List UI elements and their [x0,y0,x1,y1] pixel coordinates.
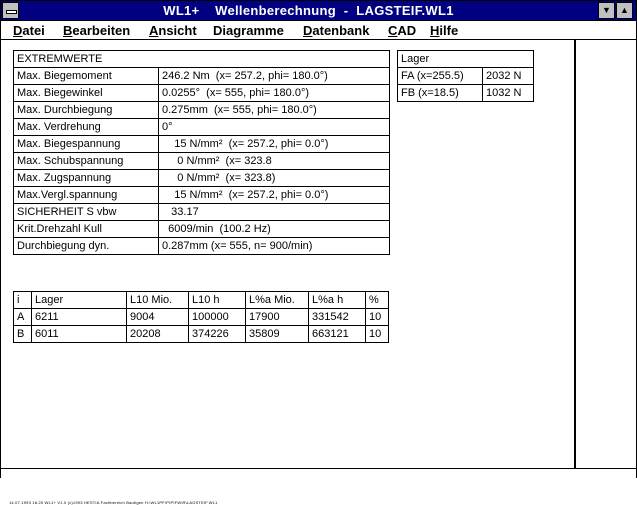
table-row [14,153,390,170]
table-header-row [14,292,389,309]
extremwert-value: 33.17 [159,204,390,221]
table-cell: A [14,309,32,326]
minimize-icon: ▼ [602,5,611,15]
column-header: % [366,292,389,309]
extremwert-label: SICHERHEIT S vbw [14,204,159,221]
table-cell: 663121 [309,326,366,343]
table-cell: 100000 [189,309,246,326]
lager-force-label: FB (x=18.5) [398,85,483,102]
column-header: L%a h [309,292,366,309]
extremwert-value: 246.2 Nm (x= 257.2, phi= 180.0°) [159,68,390,85]
table-cell: 35809 [246,326,309,343]
table-cell: 6011 [32,326,127,343]
extremwert-label: Durchbiegung dyn. [14,238,159,255]
minimize-button[interactable] [598,2,615,19]
lager-header: Lager [398,51,534,68]
column-header: Lager [32,292,127,309]
table-row [398,68,534,85]
document-area[interactable] [1,40,575,505]
table-row [14,136,390,153]
table-row [398,51,534,68]
table-cell: 331542 [309,309,366,326]
extremwert-value: 0.275mm (x= 555, phi= 180.0°) [159,102,390,119]
extremwert-value: 0.0255° (x= 555, phi= 180.0°) [159,85,390,102]
table-cell: 6211 [32,309,127,326]
extremwert-value: 15 N/mm² (x= 257.2, phi= 0.0°) [159,136,390,153]
title-bar [1,1,636,21]
extremwert-label: Max.Vergl.spannung [14,187,159,204]
right-panel [575,40,636,468]
menu-datei[interactable]: Datei [13,23,45,38]
lager-table [397,50,534,102]
table-row [14,68,390,85]
divider [575,40,576,468]
extremwert-value: 0.287mm (x= 555, n= 900/min) [159,238,390,255]
extremwert-label: Max. Biegespannung [14,136,159,153]
table-row [14,221,390,238]
extremwert-label: Max. Verdrehung [14,119,159,136]
extremwert-value: 0° [159,119,390,136]
menu-cad[interactable]: CAD [388,23,417,38]
table-cell: 10 [366,326,389,343]
menu-datenbank[interactable]: Datenbank [303,23,370,38]
table-cell: B [14,326,32,343]
extremwert-value: 15 N/mm² (x= 257.2, phi= 0.0°) [159,187,390,204]
extremwert-label: Max. Biegemoment [14,68,159,85]
window-title: WL1+ Wellenberechnung - LAGSTEIF.WL1 [163,3,454,18]
table-row [14,204,390,221]
column-header: L%a Mio. [246,292,309,309]
system-menu-button[interactable] [2,2,19,19]
table-row [14,238,390,255]
maximize-icon: ▲ [620,5,629,15]
bottom-bar [1,468,636,478]
footer-status-text: 14.07.1993 16:20 WL1+ V1.0 (c)1993 HESTIA Fachbereich Bautigen H:\WL1PF\PIP\FW\R\LAGSTEIF.WL1 [9,500,218,505]
menu-hilfe[interactable]: Hilfe [430,23,459,38]
table-row [14,309,389,326]
extremwerte-table [13,50,390,255]
table-row [14,51,390,68]
table-row [398,85,534,102]
table-cell: 17900 [246,309,309,326]
extremwert-label: Max. Durchbiegung [14,102,159,119]
extremwert-label: Max. Biegewinkel [14,85,159,102]
column-header: L10 Mio. [127,292,189,309]
table-row [14,119,390,136]
extremwert-label: Krit.Drehzahl Kull [14,221,159,238]
extremwert-value: 0 N/mm² (x= 323.8) [159,170,390,187]
table-cell: 20208 [127,326,189,343]
extremwerte-header: EXTREMWERTE [14,51,390,68]
extremwert-label: Max. Zugspannung [14,170,159,187]
table-cell: 9004 [127,309,189,326]
lager-force-value: 2032 N [483,68,534,85]
menu-bearbeiten[interactable]: Bearbeiten [63,23,131,38]
table-cell: 10 [366,309,389,326]
maximize-button[interactable] [616,2,633,19]
table-row [14,170,390,187]
table-row [14,187,390,204]
column-header: L10 h [189,292,246,309]
extremwert-label: Max. Schubspannung [14,153,159,170]
lager-force-label: FA (x=255.5) [398,68,483,85]
menu-diagramme[interactable]: Diagramme [213,23,284,38]
system-menu-icon [6,10,17,14]
lager-force-value: 1032 N [483,85,534,102]
table-row [14,326,389,343]
extremwert-value: 6009/min (100.2 Hz) [159,221,390,238]
table-row [14,85,390,102]
extremwert-value: 0 N/mm² (x= 323.8 [159,153,390,170]
table-cell: 374226 [189,326,246,343]
column-header: i [14,292,32,309]
table-row [14,102,390,119]
menu-bar [1,21,636,40]
menu-ansicht[interactable]: Ansicht [149,23,197,38]
lebensdauer-table [13,291,389,343]
